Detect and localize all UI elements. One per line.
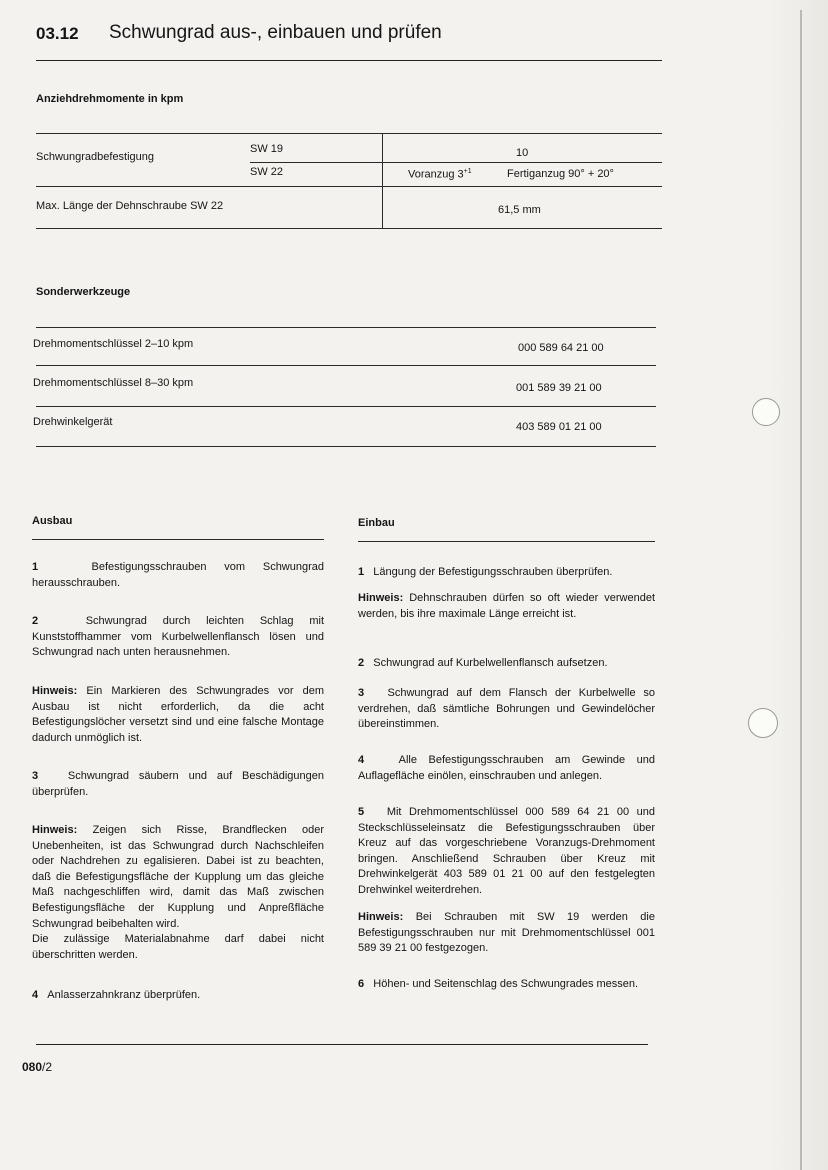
torque-table-top <box>36 133 662 134</box>
sw19-value: 10 <box>516 147 529 159</box>
step-number: 3 <box>32 770 39 782</box>
tools-table-bottom <box>36 446 656 447</box>
step-text: Schwungrad säubern und auf Beschädigungen überprüfen. <box>32 770 324 798</box>
step-text: Anlasserzahnkranz überprüfen. <box>47 989 201 1001</box>
page-edge <box>800 10 802 1170</box>
step-text: Alle Befestigungsschrauben am Gewinde und Auflagefläche einölen, einschrauben und anlegen. <box>358 754 656 782</box>
einbau-step-3 <box>358 686 655 733</box>
step-text: Längung der Befestigungsschrauben überprüfen. <box>373 566 613 578</box>
ausbau-heading: Ausbau <box>32 515 73 527</box>
einbau-heading-rule <box>358 541 655 542</box>
torque-heading: Anziehdrehmomente in kpm <box>36 93 184 105</box>
punch-hole-bottom <box>748 708 778 738</box>
torque-row1-label: Schwungradbefestigung <box>36 151 155 163</box>
step-number: 5 <box>358 806 365 818</box>
tools-line-2 <box>36 406 656 407</box>
section-number: 03.12 <box>36 24 79 43</box>
einbau-note-1 <box>358 591 655 622</box>
punch-hole-top <box>752 398 780 426</box>
footer-rule <box>36 1044 648 1045</box>
ausbau-step-2 <box>32 614 324 661</box>
voranzug-value <box>408 168 472 181</box>
ausbau-step-3 <box>32 769 324 800</box>
tools-heading: Sonderwerkzeuge <box>36 286 131 298</box>
page-header <box>36 22 662 61</box>
einbau-step-1 <box>358 565 655 581</box>
tool-name-3: Drehwinkelgerät <box>33 416 113 428</box>
step-number: 4 <box>32 989 39 1001</box>
step-number: 1 <box>32 561 39 573</box>
page-number-rest: /2 <box>42 1060 53 1074</box>
tool-number-3: 403 589 01 21 00 <box>516 421 602 433</box>
note-label: Hinweis: <box>32 824 78 836</box>
ausbau-note-1 <box>32 684 324 746</box>
fertiganzug-value: Fertiganzug 90° + 20° <box>507 168 614 180</box>
ausbau-heading-rule <box>32 539 324 540</box>
step-number: 3 <box>358 687 365 699</box>
ausbau-note-2 <box>32 823 324 963</box>
step-number: 6 <box>358 978 365 990</box>
torque-col-divider <box>382 133 383 228</box>
step-text: Mit Drehmomentschlüssel 000 589 64 21 00 und Steckschlüsseleinsatz die Befestigungsschrauben über Kreuz auf das vorgeschriebene Voranzugs-Drehmoment bringen. Anschließend Schrauben über Kreuz mit Drehwinkelgerät 403 589 01 21 00 auf den festgelegten Drehwinkel weiterdrehen. <box>358 806 655 896</box>
ausbau-step-4 <box>32 988 324 1004</box>
step-number: 4 <box>358 754 365 766</box>
note-text-2: Die zulässige Materialabnahme darf dabei nicht überschritten werden. <box>32 933 324 961</box>
step-text: Schwungrad durch leichten Schlag mit Kunststoffhammer vom Kurbelwellenflansch lösen und Schwungrad nach unten herausnehmen. <box>32 615 325 659</box>
torque-row-divider <box>250 162 662 163</box>
einbau-heading: Einbau <box>358 517 395 529</box>
torque-row2-value: 61,5 mm <box>498 204 541 216</box>
voranzug-text: Voranzug 3 <box>408 168 464 181</box>
note-label: Hinweis: <box>358 911 404 923</box>
tool-name-1: Drehmomentschlüssel 2–10 kpm <box>33 338 194 350</box>
tool-number-2: 001 589 39 21 00 <box>516 382 602 394</box>
step-number: 2 <box>32 615 39 627</box>
step-number: 2 <box>358 657 365 669</box>
note-label: Hinweis: <box>358 592 404 604</box>
sw19-label: SW 19 <box>250 143 284 155</box>
voranzug-tolerance: +1 <box>463 168 472 175</box>
torque-row2-label: Max. Länge der Dehnschraube SW 22 <box>36 200 224 212</box>
einbau-step-5 <box>358 805 655 899</box>
torque-table-bottom <box>36 228 662 229</box>
step-text: Schwungrad auf dem Flansch der Kurbelwelle so verdrehen, daß sämtliche Bohrungen und Gewindelöcher übereinstimmen. <box>358 687 656 731</box>
einbau-step-4 <box>358 753 655 784</box>
note-label: Hinweis: <box>32 685 78 697</box>
note-text: Bei Schrauben mit SW 19 werden die Befestigungsschrauben nur mit Drehmomentschlüssel 001 589 39 21 00 festgezogen. <box>358 911 655 955</box>
note-text: Dehnschrauben dürfen so oft wieder verwendet werden, bis ihre maximale Länge erreicht ist. <box>358 592 655 620</box>
ausbau-step-1 <box>32 560 324 591</box>
torque-row-line <box>36 186 662 187</box>
page-shade <box>766 0 828 1170</box>
tool-number-1: 000 589 64 21 00 <box>518 342 604 354</box>
step-text: Schwungrad auf Kurbelwellenflansch aufsetzen. <box>373 657 608 669</box>
einbau-note-2 <box>358 910 655 957</box>
step-text: Befestigungsschrauben vom Schwungrad herausschrauben. <box>32 561 325 589</box>
sw22-label: SW 22 <box>250 166 284 178</box>
tools-table-top <box>36 327 656 328</box>
page-number <box>22 1060 52 1074</box>
page-title: Schwungrad aus-, einbauen und prüfen <box>109 22 442 43</box>
step-number: 1 <box>358 566 365 578</box>
step-text: Höhen- und Seitenschlag des Schwungrades messen. <box>373 978 639 990</box>
note-text: Zeigen sich Risse, Brandflecken oder Unebenheiten, ist das Schwungrad durch Nachschleifen oder Nachdrehen zu egalisieren. Dabei ist zu beachten, daß die Befestigungsfläche der Kupplung um das gleiche Maß nachgeschliffen wird, damit das Maß zwischen Befestigungsfläche der Kupplung und Anpreßfläche Schwungrad beibehalten wird. <box>32 824 324 930</box>
page-number-bold: 080 <box>22 1060 43 1074</box>
einbau-step-6 <box>358 977 655 993</box>
einbau-step-2 <box>358 656 655 672</box>
note-text: Ein Markieren des Schwungrades vor dem Ausbau ist nicht erforderlich, da die acht Befestigungslöcher versetzt sind und eine falsche Montage dadurch unmöglich ist. <box>32 685 325 744</box>
tool-name-2: Drehmomentschlüssel 8–30 kpm <box>33 377 194 389</box>
tools-line-1 <box>36 365 656 366</box>
